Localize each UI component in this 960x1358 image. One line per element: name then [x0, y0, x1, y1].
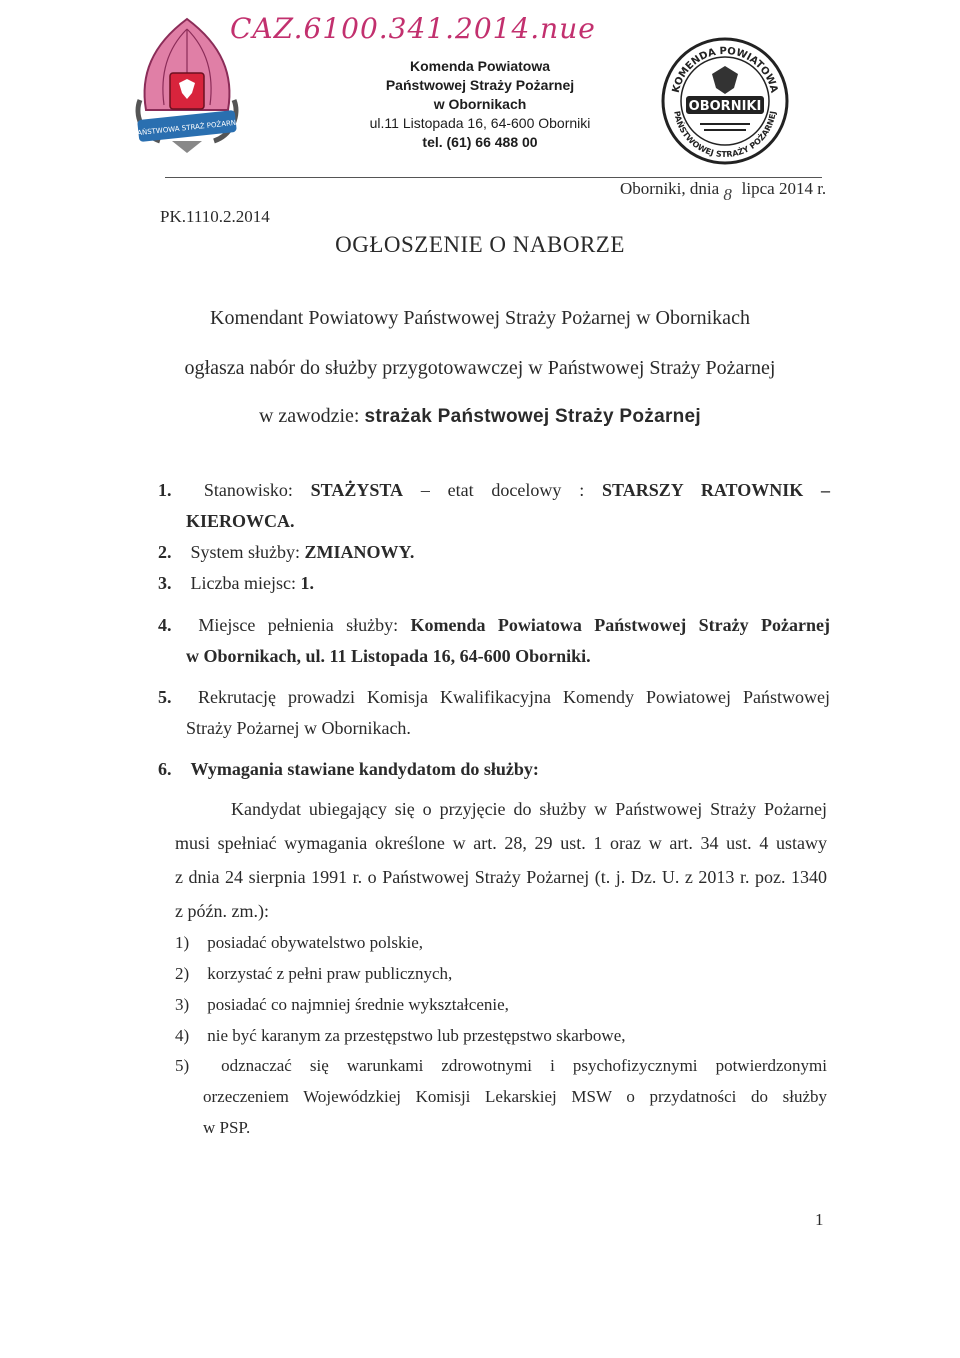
- item-label: Stanowisko:: [203, 480, 293, 500]
- requirement-text: posiadać obywatelstwo polskie,: [207, 933, 424, 952]
- requirement-text-continuation: orzeczeniem Wojewódzkiej Komisji Lekarskiej MSW o przydatności do służby: [203, 1087, 827, 1106]
- intro-line-3-bold: strażak Państwowej Straży Pożarnej: [364, 406, 701, 427]
- requirement-text-continuation: w PSP.: [203, 1118, 251, 1137]
- item-text: – etat docelowy :: [420, 480, 585, 500]
- requirement-item: [175, 927, 827, 958]
- item-label: Miejsce pełnienia służby:: [198, 615, 399, 635]
- county-stamp-icon: [660, 36, 790, 166]
- header-address: ul.11 Listopada 16, 64-600 Oborniki: [369, 115, 591, 131]
- intro-line-3: [0, 405, 960, 428]
- paragraph-line: musi spełniać wymagania określone w art. 28, 29 ust. 1 oraz w art. 34 ust. 4 ustawy: [175, 833, 827, 853]
- requirement-text: korzystać z pełni praw publicznych,: [207, 964, 453, 983]
- requirement-item: [175, 958, 827, 989]
- requirement-number: 2): [175, 964, 190, 983]
- intro-line-1: Komendant Powiatowy Państwowej Straży Pożarnej w Obornikach: [210, 307, 750, 329]
- item-number: 4.: [158, 615, 172, 635]
- list-item: [158, 475, 830, 537]
- requirement-item: [175, 1020, 827, 1051]
- item-bold: Wymagania stawiane kandydatom do służby:: [190, 759, 539, 779]
- header-line-3: w Obornikach: [433, 96, 527, 112]
- item-number: 6.: [158, 759, 172, 779]
- list-item: [158, 610, 830, 672]
- requirements-paragraph: [175, 792, 827, 928]
- svg-text:PAŃSTWOWEJ STRAŻY POŻARNEJ: PAŃSTWOWEJ STRAŻY POŻARNEJ: [672, 110, 778, 160]
- item-text: Rekrutację prowadzi Komisja Kwalifikacyjna Komendy Powiatowej Państwowej: [198, 687, 831, 707]
- paragraph-line: z dnia 24 sierpnia 1991 r. o Państwowej Straży Pożarnej (t. j. Dz. U. z 2013 r. poz. 1340: [175, 867, 827, 887]
- header-line-2: Państwowej Straży Pożarnej: [385, 77, 575, 93]
- header-line-1: Komenda Powiatowa: [409, 58, 551, 74]
- requirement-number: 5): [175, 1056, 190, 1075]
- requirement-text: odznaczać się warunkami zdrowotnymi i psychofizycznymi potwierdzonymi: [221, 1056, 827, 1075]
- item-number: 5.: [158, 687, 172, 707]
- date-prefix: Oborniki, dnia: [620, 179, 720, 198]
- requirement-number: 4): [175, 1026, 190, 1045]
- requirement-text: nie być karanym za przestępstwo lub przestępstwo skarbowe,: [207, 1026, 626, 1045]
- fire-service-crest-icon: [132, 15, 242, 155]
- item-label: Liczba miejsc:: [190, 573, 296, 593]
- svg-text:PAŃSTWOWA STRAŻ POŻARNA: PAŃSTWOWA STRAŻ POŻARNA: [133, 118, 242, 138]
- requirement-number: 1): [175, 933, 190, 952]
- date-line: [620, 179, 827, 204]
- item-bold: Komenda Powiatowa Państwowej Straży Pożarnej: [410, 615, 831, 635]
- header-divider: [165, 177, 822, 178]
- list-item: [158, 754, 830, 785]
- list-item: [158, 537, 830, 568]
- reference-number: PK.1110.2.2014: [160, 207, 270, 226]
- page-title: OGŁOSZENIE O NABORZE: [335, 232, 625, 257]
- svg-text:KOMENDA POWIATOWA: KOMENDA POWIATOWA: [670, 45, 780, 94]
- item-text-continuation: Straży Pożarnej w Obornikach.: [186, 718, 411, 738]
- list-item: [158, 682, 830, 744]
- item-number: 2.: [158, 542, 172, 562]
- date-suffix: lipca 2014 r.: [741, 179, 827, 198]
- requirement-number: 3): [175, 995, 190, 1014]
- svg-text:OBORNIKI: OBORNIKI: [688, 99, 762, 114]
- list-item: [158, 568, 830, 599]
- item-bold-continuation: KIEROWCA.: [186, 511, 295, 531]
- institution-header: [360, 57, 600, 152]
- requirement-item: [175, 989, 827, 1020]
- item-bold: 1.: [300, 573, 314, 593]
- header-phone: tel. (61) 66 488 00: [422, 134, 538, 150]
- intro-line-2: ogłasza nabór do służby przygotowawczej w Państwowej Straży Pożarnej: [184, 357, 776, 379]
- requirement-text: posiadać co najmniej średnie wykształcenie,: [207, 995, 509, 1014]
- item-bold: STARSZY RATOWNIK –: [602, 480, 831, 500]
- item-bold-continuation: w Obornikach, ul. 11 Listopada 16, 64-600 Oborniki.: [186, 646, 591, 666]
- handwritten-case-number: CAZ.6100.341.2014.nue: [230, 12, 596, 45]
- item-bold: STAŻYSTA: [310, 480, 404, 500]
- item-label: System służby:: [190, 542, 301, 562]
- date-day: 8: [723, 185, 732, 204]
- intro-line-3-prefix: w zawodzie:: [258, 405, 360, 427]
- requirement-item: [175, 1050, 827, 1143]
- paragraph-line: Kandydat ubiegający się o przyjęcie do służby w Państwowej Straży Pożarnej: [231, 799, 827, 819]
- item-number: 3.: [158, 573, 172, 593]
- page-number: 1: [815, 1210, 824, 1229]
- paragraph-line: z późn. zm.):: [175, 901, 269, 921]
- item-number: 1.: [158, 480, 172, 500]
- item-bold: ZMIANOWY.: [304, 542, 415, 562]
